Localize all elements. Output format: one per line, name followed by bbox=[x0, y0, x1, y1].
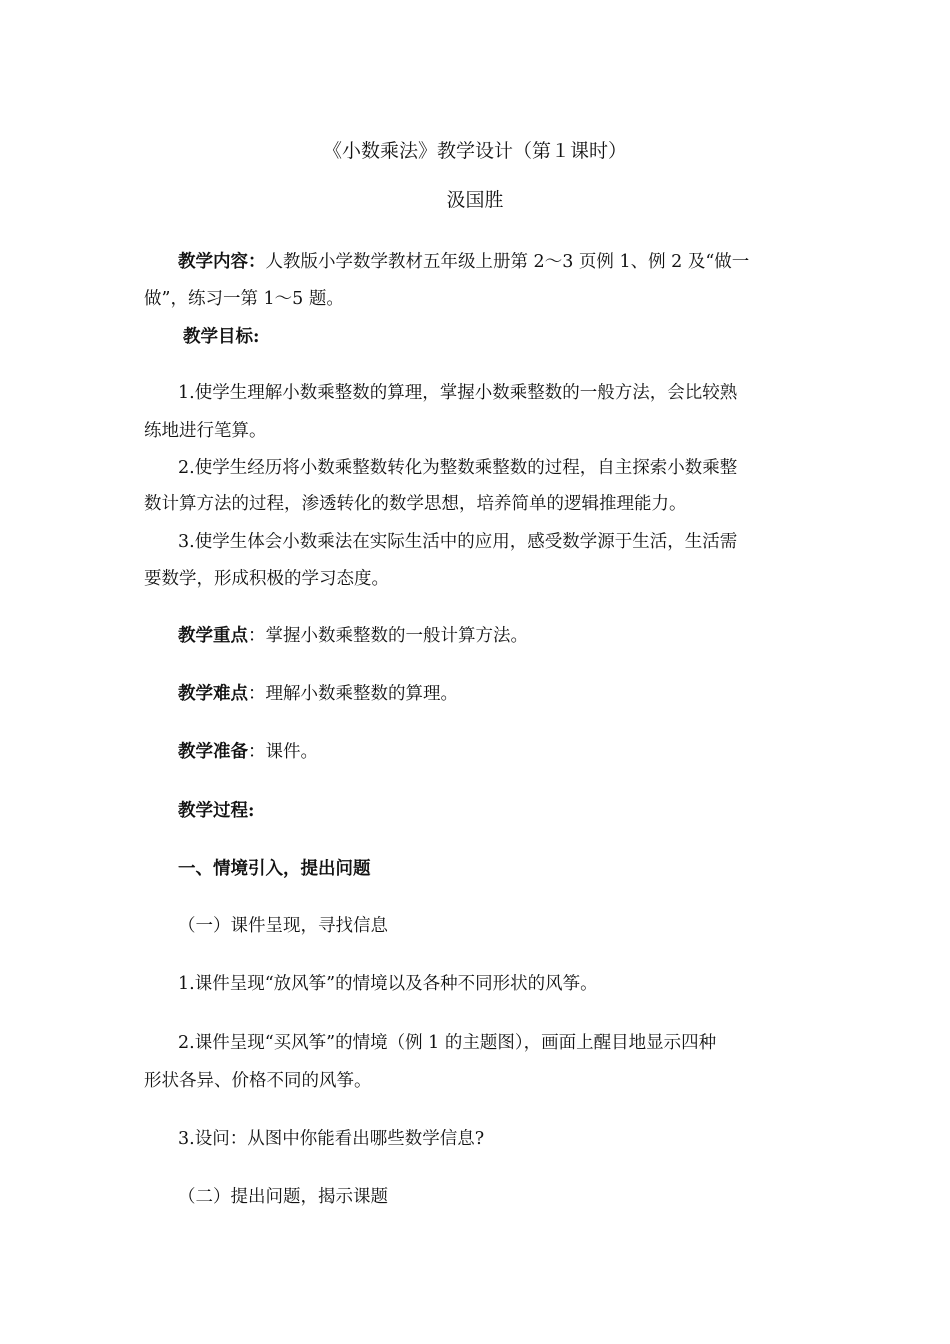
difficulty-text: ：理解小数乘整数的算理。 bbox=[248, 684, 458, 704]
key-text: ：掌握小数乘整数的一般计算方法。 bbox=[248, 626, 528, 646]
document-title: 《小数乘法》教学设计（第１课时） bbox=[322, 140, 627, 162]
goal-3-line2: 要数学，形成积极的学习态度。 bbox=[144, 569, 389, 589]
difficulty-label: 教学难点 bbox=[178, 684, 248, 704]
goals-heading: 教学目标: bbox=[183, 327, 260, 347]
difficulty-point bbox=[178, 682, 458, 706]
item-2-line2: 形状各异、价格不同的风筝。 bbox=[144, 1071, 372, 1091]
item-2-line1: 2.课件呈现“买风筝”的情境（例 1 的主题图），画面上醒目地显示四种 bbox=[178, 1033, 717, 1053]
goal-2-line2: 数计算方法的过程，渗透转化的数学思想，培养简单的逻辑推理能力。 bbox=[144, 494, 687, 514]
content-paragraph-line1 bbox=[178, 250, 749, 274]
author-name: 汲国胜 bbox=[446, 189, 504, 211]
goal-1-line1: 1.使学生理解小数乘整数的算理，掌握小数乘整数的一般方法，会比较熟 bbox=[178, 383, 738, 403]
key-label: 教学重点 bbox=[178, 626, 248, 646]
section-1-heading: 一、情境引入，提出问题 bbox=[178, 859, 371, 879]
content-paragraph-line2: 做”，练习一第 1～5 题。 bbox=[144, 289, 344, 309]
goal-3-line1: 3.使学生体会小数乘法在实际生活中的应用，感受数学源于生活，生活需 bbox=[178, 532, 738, 552]
item-1: 1.课件呈现“放风筝”的情境以及各种不同形状的风筝。 bbox=[178, 974, 598, 994]
content-text-1: 人教版小学数学教材五年级上册第 2～3 页例 1、例 2 及“做一 bbox=[265, 252, 750, 272]
subsection-2-heading: （二）提出问题，揭示课题 bbox=[178, 1187, 388, 1207]
subsection-1-heading: （一）课件呈现，寻找信息 bbox=[178, 916, 388, 936]
preparation bbox=[178, 740, 318, 764]
item-3: 3.设问：从图中你能看出哪些数学信息? bbox=[178, 1129, 485, 1149]
goal-2-line1: 2.使学生经历将小数乘整数转化为整数乘整数的过程，自主探索小数乘整 bbox=[178, 458, 738, 478]
goal-1-line2: 练地进行笔算。 bbox=[144, 421, 267, 441]
key-point bbox=[178, 624, 528, 648]
prep-label: 教学准备 bbox=[178, 742, 248, 762]
prep-text: ：课件。 bbox=[248, 742, 318, 762]
process-heading: 教学过程: bbox=[178, 801, 255, 821]
content-label: 教学内容： bbox=[178, 252, 266, 272]
